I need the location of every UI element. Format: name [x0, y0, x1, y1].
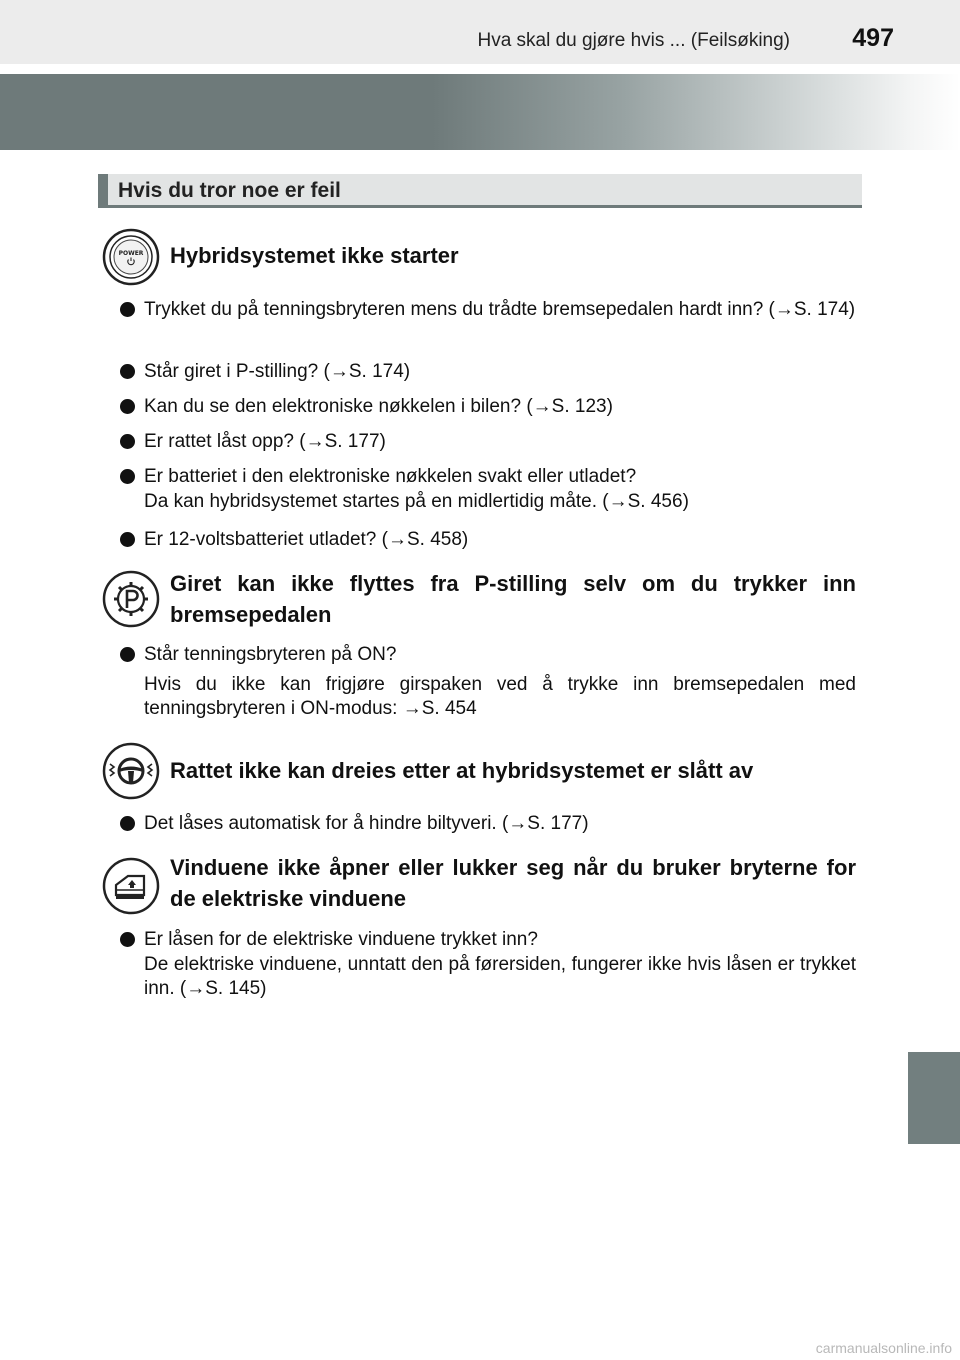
chapter-title: Hva skal du gjøre hvis ... (Feilsøking)	[477, 30, 790, 51]
bullet-icon	[120, 532, 135, 547]
watermark: carmanualsonline.info	[815, 1340, 952, 1356]
list-item-text: Er batteriet i den elektroniske nøkkelen svakt eller utladet?	[144, 466, 637, 487]
chapter-banner	[0, 74, 960, 150]
list-item-text: Er rattet låst opp? (→S. 177)	[144, 431, 386, 452]
bullet-icon	[120, 932, 135, 947]
list-item-text: Står tenningsbryteren på ON?	[144, 644, 397, 665]
block-heading-windows: Vinduene ikke åpner eller lukker seg når du bruker bryterne for de elektriske vinduene	[170, 855, 856, 911]
page-number: 497	[852, 24, 894, 52]
list-item-text: Er 12-voltsbatteriet utladet? (→S. 458)	[144, 529, 469, 550]
bullet-icon	[120, 647, 135, 662]
bullet-icon	[120, 364, 135, 379]
list-item-text: Trykket du på tenningsbryteren mens du trådte bremsepedalen hardt inn? (→S. 174)	[144, 299, 856, 320]
section-header	[98, 174, 862, 208]
power-icon-label: POWER	[118, 250, 144, 257]
bullet-icon	[120, 302, 135, 317]
steering-lock-icon	[102, 742, 160, 800]
list-item-continuation: Da kan hybridsystemet startes på en midlertidig måte. (→S. 456)	[144, 491, 689, 512]
list-item-text: Står giret i P-stilling? (→S. 174)	[144, 361, 411, 382]
bullet-icon	[120, 399, 135, 414]
chapter-side-tab	[908, 1052, 960, 1144]
list-item-continuation: De elektriske vinduene, unntatt den på førersiden, fungerer ikke hvis låsen er trykket inn. (→S. 145)	[144, 954, 856, 999]
list-item	[120, 430, 856, 454]
bullet-icon	[120, 816, 135, 831]
list-item-text: Er låsen for de elektriske vinduene trykket inn?	[144, 929, 538, 950]
list-item	[120, 528, 856, 552]
list-item	[120, 360, 856, 384]
list-item-text: Kan du se den elektroniske nøkkelen i bilen? (→S. 123)	[144, 396, 613, 417]
bullet-icon	[120, 469, 135, 484]
block-heading-gear-park: Giret kan ikke flyttes fra P-stilling selv om du trykker inn bremsepedalen	[170, 571, 856, 627]
list-item	[120, 298, 856, 322]
window-lock-icon	[102, 857, 160, 915]
section-title: Hvis du tror noe er feil	[118, 179, 341, 202]
block-heading-hybrid-start: Hybridsystemet ikke starter	[170, 243, 459, 268]
list-item	[120, 928, 856, 952]
block-heading-steering: Rattet ikke kan dreies etter at hybridsystemet er slått av	[170, 758, 754, 783]
list-item	[120, 465, 856, 489]
bullet-icon	[120, 434, 135, 449]
list-item-text: Det låses automatisk for å hindre biltyveri. (→S. 177)	[144, 813, 589, 834]
list-item	[120, 395, 856, 419]
list-item-continuation: Hvis du ikke kan frigjøre girspaken ved å trykke inn bremsepedalen med tenningsbryteren i ON-modus: →S. 454	[144, 674, 856, 719]
park-gear-icon	[102, 570, 160, 628]
power-button-icon	[102, 228, 160, 286]
list-item	[120, 643, 856, 667]
list-item	[120, 812, 856, 836]
